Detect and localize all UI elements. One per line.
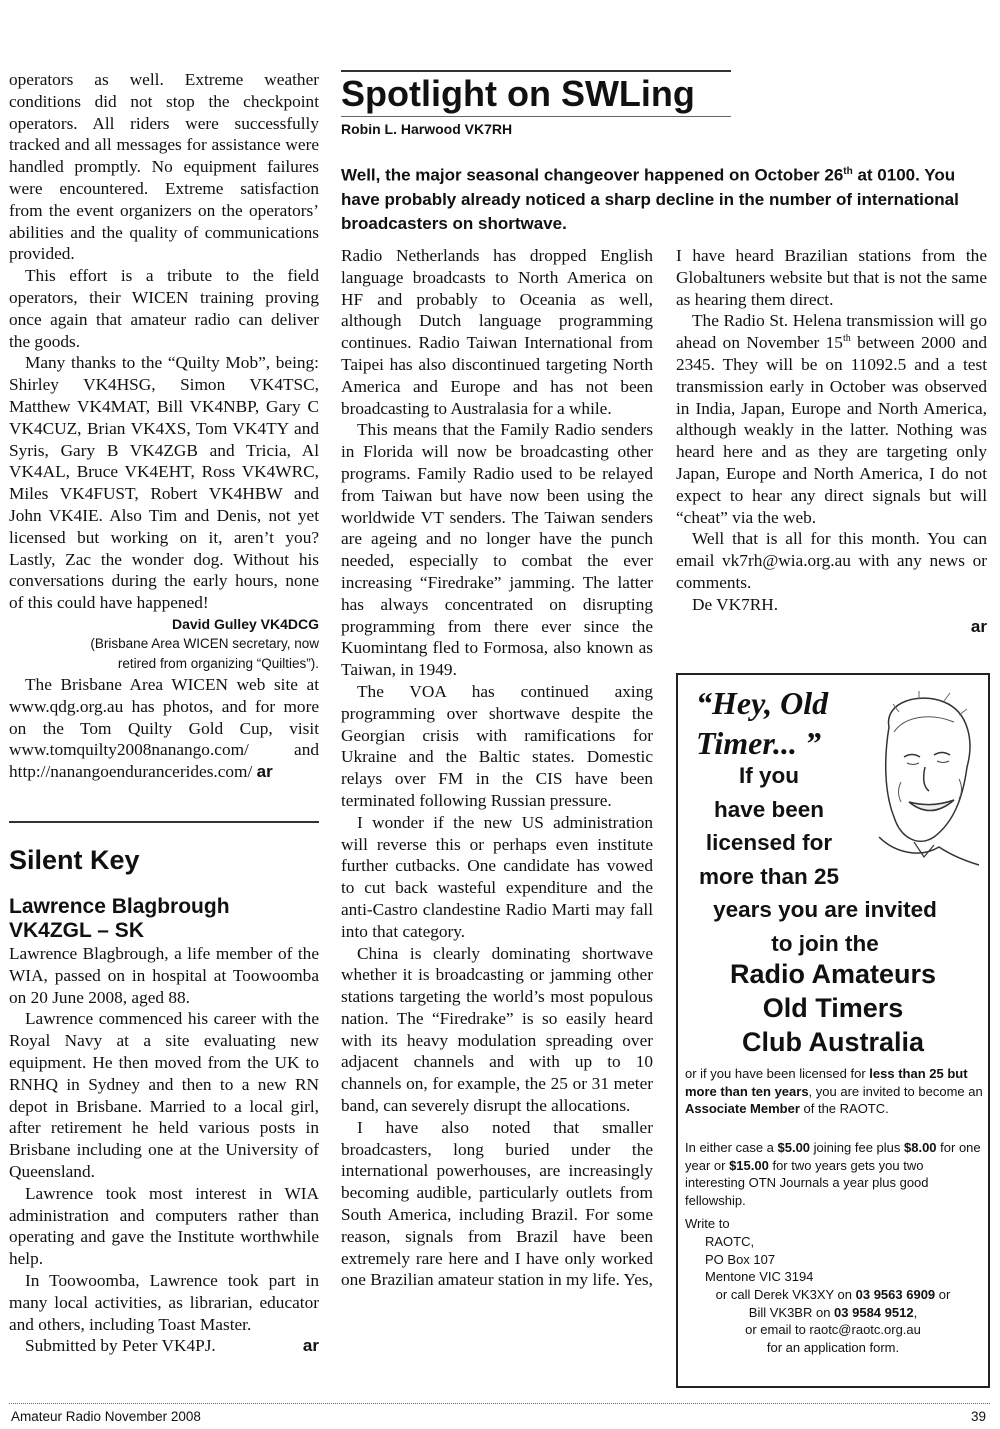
- obituary-callsign: VK4ZGL – SK: [9, 919, 144, 942]
- ad-text: for two years gets you two interesting OTN Journals a year plus good fellowship.: [685, 1157, 929, 1208]
- old-timer-portrait: [859, 687, 984, 867]
- contact-text: or: [935, 1287, 951, 1302]
- address-line: RAOTC,: [705, 1234, 755, 1249]
- ad-lead-line: more than 25: [698, 863, 840, 889]
- author-note: retired from organizing “Quilties”).: [117, 655, 319, 671]
- title-rule-top: [341, 70, 731, 72]
- body-paragraph: Lawrence took most interest in WIA administration and computers rather than operating and gave the Institute worthwhile help.: [9, 1183, 319, 1269]
- ad-text-bold: $15.00: [729, 1157, 769, 1173]
- ad-text: joining fee plus: [810, 1140, 904, 1155]
- title-rule-bottom: [341, 116, 731, 117]
- intro-text: Well, the major seasonal changeover happened on October 26: [341, 165, 844, 185]
- author-note: (Brisbane Area WICEN secretary, now: [90, 635, 319, 651]
- sign-off: De VK7RH.: [692, 594, 779, 614]
- club-name: Radio Amateurs: [729, 959, 937, 989]
- author-credit: David Gulley VK4DCG: [171, 615, 319, 632]
- raotc-advertisement: [676, 673, 990, 1388]
- phone-number: 03 9584 9512: [834, 1304, 914, 1320]
- address-line: Mentone VIC 3194: [705, 1269, 814, 1284]
- contact-text: or call Derek VK3XY on: [715, 1287, 856, 1302]
- body-paragraph: This means that the Family Radio senders in Florida will now be broadcasting other programs. Family Radio used to be relayed from Taiwan but have now been using the worldwide VT senders. The Taiwan senders are ageing and no longer have the punch needed, especially to combat the ever increasing “Firedrake” jamming. The latter has always concentrated on disrupting programming from there ever since the Kuomintang fled to Formosa, also known as Taiwan, in 1949.: [341, 420, 653, 680]
- body-text: between 2000 and 2345. They will be on 11092.5 and a test transmission early in October was observed in India, Japan, Europe and North America, although weakly in the latter. Nothing was heard here and as they are targeting only Japan, Europe and North America, I do not expect to hear any direct signals but will “cheat” via the web.: [676, 333, 987, 527]
- section-divider: [9, 821, 319, 823]
- obituary-name: Lawrence Blagbrough: [9, 895, 230, 918]
- ad-headline: “Hey, Old: [696, 685, 829, 721]
- body-paragraph: This effort is a tribute to the field operators, their WICEN training proving once again that amateur radio can deliver the goods.: [9, 266, 319, 351]
- page-number: 39: [970, 1409, 986, 1424]
- article-byline: Robin L. Harwood VK7RH: [341, 121, 513, 137]
- right-column: [676, 245, 987, 637]
- address-line: PO Box 107: [705, 1251, 776, 1267]
- body-paragraph: operators as well. Extreme weather conditions did not stop the checkpoint operators. All riders were successfully tracked and all messages for assistance were handled promptly. No equipment failures were encountered. Extreme satisfaction from the event organizers on the operators’ abilities and the quality of communications provided.: [9, 70, 319, 264]
- body-paragraph: I wonder if the new US administration will reverse this or perhaps even institute further cutbacks. One candidate has vowed to cut back wasteful expenditure and the anti-Castro clandestine Radio Marti may fall into that category.: [341, 812, 653, 941]
- left-column: [9, 69, 319, 783]
- body-paragraph: I have heard Brazilian stations from the Globaltuners website but that is not the same as hearing them direct.: [676, 246, 987, 309]
- contact-email: or email to raotc@raotc.org.au: [745, 1322, 921, 1337]
- body-paragraph: Lawrence Blagbrough, a life member of the WIA, passed on in hospital at Toowoomba on 20 June 2008, aged 88.: [9, 944, 319, 1007]
- ad-text: for one year or: [685, 1140, 981, 1173]
- ad-contact: [678, 1286, 988, 1356]
- end-mark: ar: [256, 762, 273, 782]
- phone-number: 03 9563 6909: [855, 1287, 936, 1302]
- body-paragraph: The VOA has continued axing programming over shortwave despite the Georgian crisis with ramifications for Ukraine and the Baltic states. Domestic relays over FM in the CIS have been terminated following Russian pressure.: [341, 681, 653, 810]
- publication-footer: Amateur Radio November 2008: [11, 1409, 201, 1424]
- ad-write-to: Write to: [685, 1216, 730, 1231]
- end-mark: ar: [970, 616, 987, 636]
- club-name: Old Timers: [762, 993, 904, 1023]
- submitted-by: Submitted by Peter VK4PJ.: [25, 1336, 216, 1356]
- ad-text-bold: $5.00: [777, 1140, 811, 1155]
- body-paragraph: [9, 674, 319, 783]
- body-text: The Radio St. Helena transmission will go ahead on November 15: [676, 311, 987, 353]
- article-title: Spotlight on SWLing: [341, 73, 695, 114]
- article-intro: [341, 160, 991, 236]
- intro-superscript: th: [843, 166, 853, 177]
- contact-text: Bill VK3BR on: [748, 1304, 835, 1320]
- ad-address: [705, 1233, 813, 1286]
- ad-fee-text: [685, 1139, 983, 1209]
- body-paragraph: [676, 310, 987, 528]
- body-paragraph: In Toowoomba, Lawrence took part in many local activities, as librarian, educator and others, including Toast Master.: [9, 1270, 319, 1334]
- ad-lead-line: years you are invited: [713, 897, 937, 922]
- ad-text-bold: $8.00: [904, 1140, 937, 1155]
- ad-membership-text: [685, 1065, 983, 1118]
- ad-headline: Timer... ”: [696, 725, 822, 761]
- silent-key-section: [9, 845, 319, 1357]
- ad-text: of the RAOTC.: [799, 1101, 889, 1116]
- end-mark: ar: [302, 1336, 319, 1356]
- club-name: Club Australia: [741, 1027, 925, 1057]
- ad-lead-line: licensed for: [705, 830, 833, 855]
- ad-text: or if you have been licensed for: [685, 1066, 870, 1081]
- body-paragraph: Lawrence commenced his career with the Royal Navy at a site evaluating new equipment. He then moved from the UK to RNHQ in Sydney and then to a new RN depot in Brisbane. Married to a local girl, after retirement he held various posts in Brisbane including one at the University of Queensland.: [9, 1009, 319, 1181]
- body-paragraph: Radio Netherlands has dropped English language broadcasts to North America on HF and probably to Oceania as well, although Dutch language programming continues. Radio Taiwan International from Taipei has also discontinued targeting North America and Europe and has not been broadcasting to Australasia for a while.: [341, 246, 653, 418]
- ad-text: , you are invited to become an: [808, 1083, 983, 1099]
- intro-text: at 0100. You have probably already noticed a sharp decline in the number of international broadcasters on shortwave.: [341, 165, 959, 233]
- section-heading: Silent Key: [9, 845, 140, 875]
- ad-text-bold: Associate Member: [685, 1101, 800, 1116]
- contact-text: ,: [913, 1304, 918, 1320]
- contact-text: for an application form.: [766, 1339, 900, 1355]
- superscript: th: [842, 333, 851, 345]
- submission-line: [9, 1335, 319, 1357]
- footer-rule: [9, 1403, 990, 1404]
- ad-lead-line: If you: [739, 763, 799, 788]
- body-paragraph-text: The Brisbane Area WICEN web site at www.qdg.org.au has photos, and for more on the Tom Quilty Gold Cup, visit www.tomquilty2008nanango.com/ and http://nanangoendurancerides.com/: [9, 674, 319, 782]
- body-paragraph: Well that is all for this month. You can email vk7rh@wia.org.au with any news or comments.: [676, 529, 987, 592]
- ad-lead-line: to join the: [771, 930, 879, 956]
- body-paragraph: Many thanks to the “Quilty Mob”, being: Shirley VK4HSG, Simon VK4TSC, Matthew VK4MAT, Bill VK4NBP, Gary C VK4CUZ, Brian VK4XS, Tom VK4TY and Syris, Gary B VK4ZGB and Tricia, Al VK4AL, Bruce VK4EHT, Ross VK4WRC, Miles VK4FUST, Robert VK4HBW and John VK4IE. Also Tim and Denis, not yet licensed but working on it, aren’t you? Lastly, Zac the wonder dog. Without his conversations during the early hours, none of this could have happened!: [9, 353, 319, 613]
- body-paragraph: I have also noted that smaller broadcasters, long buried under the international powerhouses, are increasingly becoming audible, particularly outlets from South America, including Brazil. For some reason, signals from Brazil have been extremely rare here and I have only worked one Brazilian amateur station in my life. Yes,: [341, 1117, 653, 1290]
- body-paragraph: China is clearly dominating shortwave whether it is broadcasting or jamming other stations targeting the world’s most populous nation. The “Firedrake” is so easily heard with its heavy modulation spreading over adjacent channels and with up to 10 channels on, for example, the 25 or 31 meter band, can severely disrupt the allocations.: [341, 943, 653, 1116]
- middle-column: [341, 245, 653, 1291]
- ad-text-bold: less than 25 but more than ten years: [685, 1066, 968, 1099]
- ad-lead-line: have been: [713, 796, 825, 822]
- ad-text: In either case a: [685, 1140, 778, 1155]
